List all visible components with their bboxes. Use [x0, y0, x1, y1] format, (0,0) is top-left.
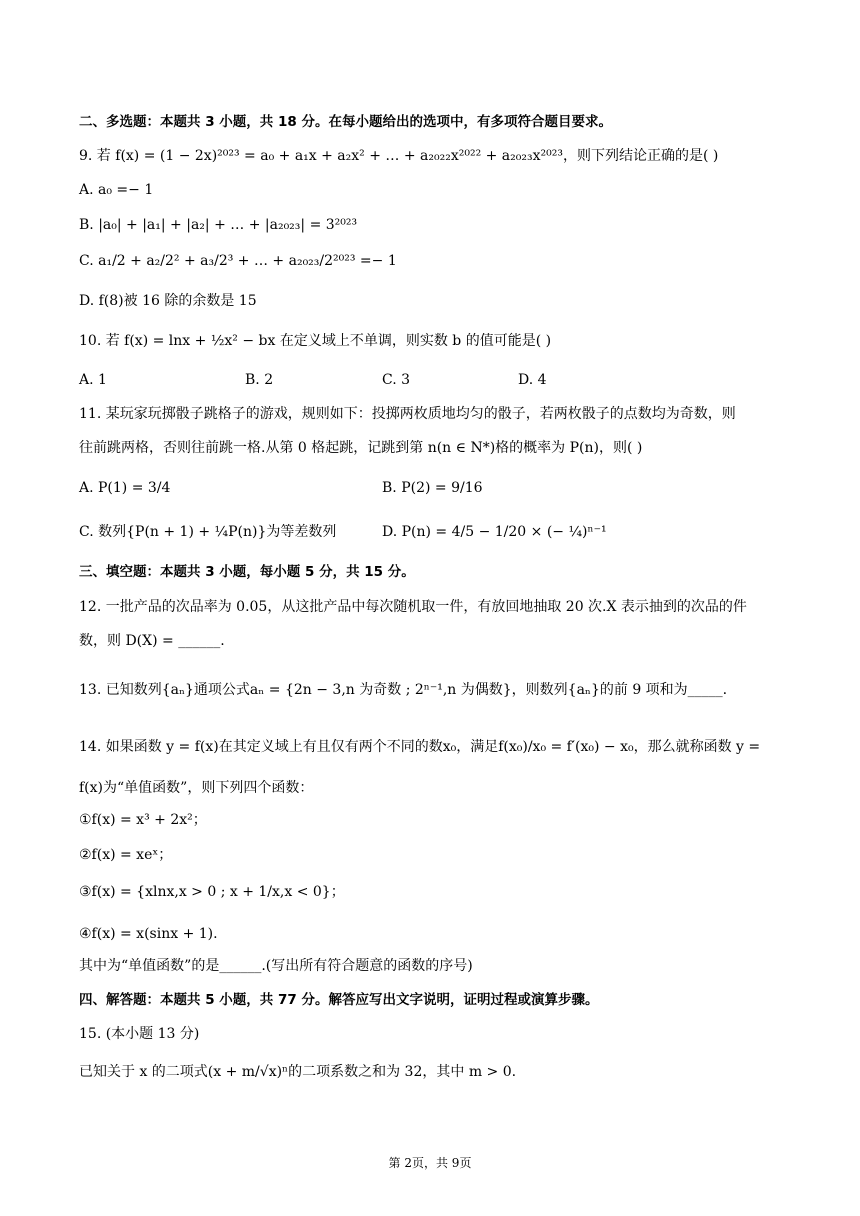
page-footer: 第 2页，共 9页 [388, 1156, 472, 1170]
section-heading-multiple-choice: 二、多选题：本题共 3 小题，共 18 分。在每小题给出的选项中，有多项符合题目要求。 [79, 114, 612, 130]
question-11-stem-line2: 往前跳两格，否则往前跳一格.从第 0 格起跳，记跳到第 n(n ∈ N*)格的概率为 P(n)，则( ) [79, 440, 643, 456]
question-15-text: 已知关于 x 的二项式(x + m/√x)ⁿ的二项系数之和为 32，其中 m > 0. [79, 1064, 517, 1080]
question-14-function-1: ①f(x) = x³ + 2x²； [79, 812, 207, 828]
question-11-option-b: B. P(2) = 9/16 [382, 480, 483, 496]
question-14-line2: f(x)为“单值函数”，则下列四个函数： [79, 780, 314, 796]
question-10-option-d: D. 4 [518, 372, 547, 388]
question-15-title: 15. (本小题 13 分) [79, 1026, 200, 1042]
question-9-option-c: C. a₁/2 + a₂/2² + a₃/2³ + … + a₂₀₂₃/2²⁰²³ =− 1 [79, 253, 397, 269]
question-9-stem: 9. 若 f(x) = (1 − 2x)²⁰²³ = a₀ + a₁x + a₂x² + … + a₂₀₂₂x²⁰²² + a₂₀₂₃x²⁰²³，则下列结论正确的是( ) [79, 148, 719, 164]
question-14-function-4: ④f(x) = x(sinx + 1). [79, 926, 218, 942]
question-14-function-3: ③f(x) = {xlnx,x > 0 ; x + 1/x,x < 0}； [79, 884, 345, 900]
question-14-end: 其中为“单值函数”的是______.(写出所有符合题意的函数的序号) [79, 958, 473, 974]
section-heading-fill-in: 三、填空题：本题共 3 小题，每小题 5 分，共 15 分。 [79, 564, 415, 580]
question-9-option-d: D. f(8)被 16 除的余数是 15 [79, 293, 257, 309]
question-12-line1: 12. 一批产品的次品率为 0.05，从这批产品中每次随机取一件，有放回地抽取 20 次.X 表示抽到的次品的件 [79, 599, 747, 615]
question-11-option-a: A. P(1) = 3/4 [79, 480, 171, 496]
question-9-option-b: B. |a₀| + |a₁| + |a₂| + … + |a₂₀₂₃| = 3²⁰²³ [79, 217, 358, 233]
question-11-option-d: D. P(n) = 4/5 − 1/20 × (− ¼)ⁿ⁻¹ [382, 524, 607, 540]
question-14-line1: 14. 如果函数 y = f(x)在其定义域上有且仅有两个不同的数x₀，满足f(x₀)/x₀ = f′(x₀) − x₀，那么就称函数 y = [79, 739, 761, 755]
question-10-option-c: C. 3 [382, 372, 411, 388]
question-10-option-a: A. 1 [79, 372, 107, 388]
question-10-stem: 10. 若 f(x) = lnx + ½x² − bx 在定义域上不单调，则实数 b 的值可能是( ) [79, 333, 552, 349]
question-11-stem-line1: 11. 某玩家玩掷骰子跳格子的游戏，规则如下：投掷两枚质地均匀的骰子，若两枚骰子的点数均为奇数，则 [79, 406, 736, 422]
question-9-option-a: A. a₀ =− 1 [79, 182, 154, 198]
question-11-option-c: C. 数列{P(n + 1) + ¼P(n)}为等差数列 [79, 524, 337, 540]
section-heading-solutions: 四、解答题：本题共 5 小题，共 77 分。解答应写出文字说明，证明过程或演算步骤。 [79, 992, 599, 1008]
question-13: 13. 已知数列{aₙ}通项公式aₙ = {2n − 3,n 为奇数 ; 2ⁿ⁻¹,n 为偶数}，则数列{aₙ}的前 9 项和为_____. [79, 682, 728, 698]
question-10-option-b: B. 2 [245, 372, 274, 388]
question-14-function-2: ②f(x) = xeˣ； [79, 847, 173, 863]
question-12-line2: 数，则 D(X) = ______. [79, 633, 225, 649]
